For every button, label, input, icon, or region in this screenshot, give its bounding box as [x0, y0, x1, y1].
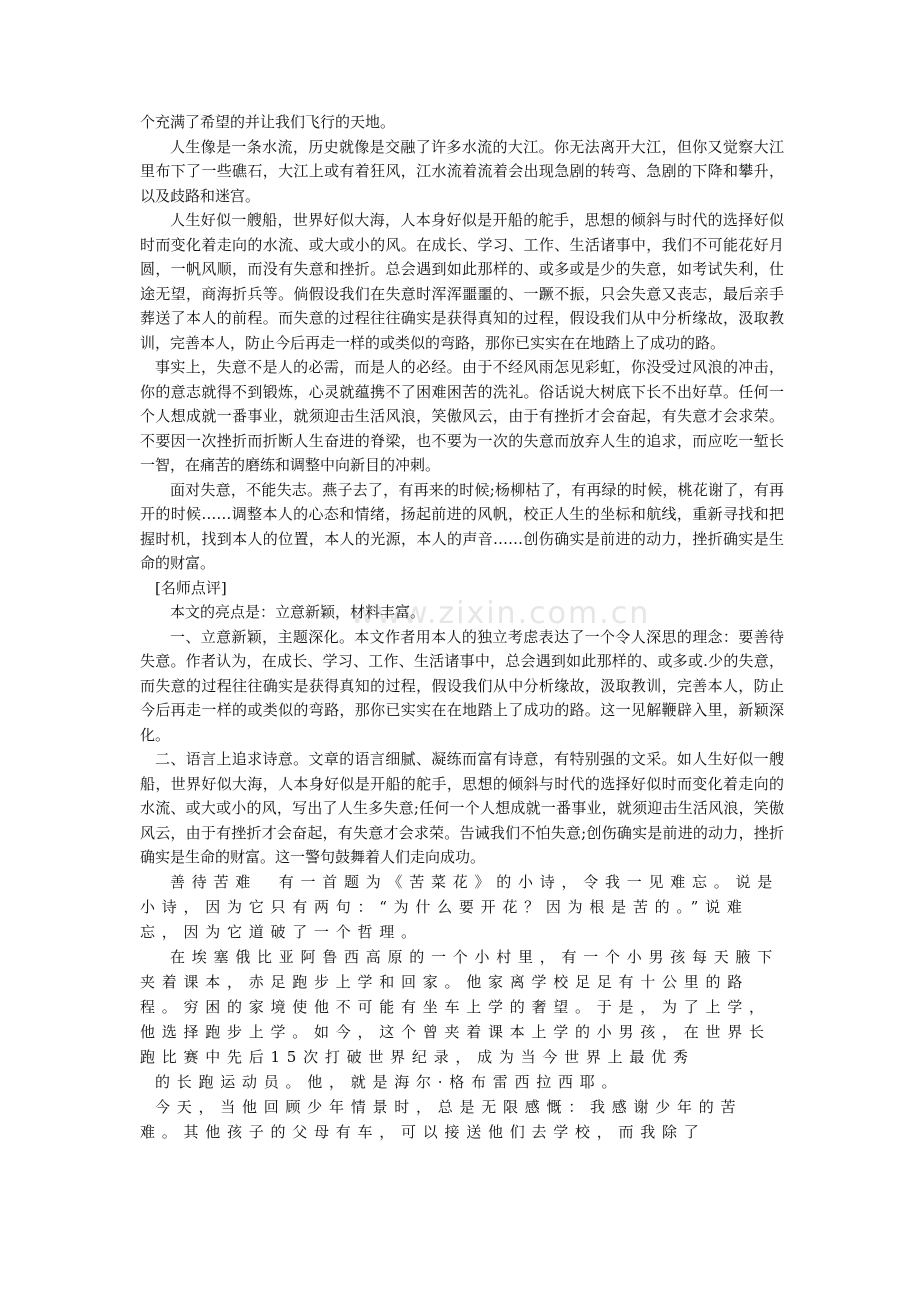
paragraph: 善待苦难 有一首题为《苦菜花》的小诗，令我一见难忘。说是小诗，因为它只有两句：“为什么要开花？因为根是苦的。”说难忘，因为它道破了一个哲理。	[140, 872, 780, 941]
paragraph: 一、立意新颖，主题深化。本文作者用本人的独立考虑表达了一个令人深思的理念：要善待失意。作者认为，在成长、学习、工作、生活诸事中，总会遇到如此那样的、或多或.少的失意，而失意的过程往往确实是获得真知的过程，假设我们从中分析缘故，汲取教训，完善本人，防止今后再走一样的或类似的弯路，那你已实实在在地踏上了成功的路。这一见解鞭辟入里，新颖深化。	[140, 627, 784, 744]
paragraph: 二、语言上追求诗意。文章的语言细腻、凝练而富有诗意，有特别强的文采。如人生好似一艘船，世界好似大海，人本身好似是开船的舵手，思想的倾斜与时代的选择好似时而变化着走向的水流、或大或小的风，写出了人生多失意;任何一个人想成就一番事业，就须迎击生活风浪，笑傲风云，由于有挫折才会奋起，有失意才会求荣。告诫我们不怕失意;创伤确实是前进的动力，挫折确实是生命的财富。这一警句鼓舞着人们走向成功。	[140, 750, 784, 866]
paragraph: 事实上，失意不是人的必需，而是人的必经。由于不经风雨怎见彩虹，你没受过风浪的冲击，你的意志就得不到锻炼，心灵就蕴携不了困难困苦的洗礼。俗话说大树底下长不出好草。任何一个人想成就一番事业，就须迎击生活风浪，笑傲风云，由于有挫折才会奋起，有失意才会求荣。不要因一次挫折而折断人生奋进的脊梁，也不要为一次的失意而放弃人生的追求，而应吃一堑长一智，在痛苦的磨练和调整中向新目的冲刺。	[140, 358, 784, 474]
paragraph: 在埃塞俄比亚阿鲁西高原的一个小村里，有一个小男孩每天腋下夹着课本，赤足跑步上学和回家。他家离学校足足有十公里的路程。穷困的家境使他不可能有坐车上学的奢望。于是，为了上学，他选择跑步上学。如今，这个曾夹着课本上学的小男孩，在世界长跑比赛中先后15次打破世界纪录，成为当今世界上最优秀	[140, 947, 780, 1066]
paragraph: 的长跑运动员。他，就是海尔·格布雷西拉西耶。	[155, 1072, 624, 1091]
document-body	[140, 110, 784, 1145]
section-label: [名师点评]	[155, 578, 227, 597]
paragraph: 人生像是一条水流，历史就像是交融了许多水流的大江。你无法离开大江，但你又觉察大江里布下了一些礁石，大江上或有着狂风，江水流着流着会出现急剧的转弯、急剧的下降和攀升，以及歧路和迷宫。	[140, 137, 784, 205]
paragraph: 面对失意，不能失志。燕子去了，有再来的时候;杨柳枯了，有再绿的时候，桃花谢了，有再开的时候……调整本人的心态和情绪，扬起前进的风帆，校正人生的坐标和航线，重新寻找和把握时机，找到本人的位置，本人的光源，本人的声音……创伤确实是前进的动力，挫折确实是生命的财富。	[140, 480, 784, 572]
paragraph: 人生好似一艘船，世界好似大海，人本身好似是开船的舵手，思想的倾斜与时代的选择好似时而变化着走向的水流、或大或小的风。在成长、学习、工作、生活诸事中，我们不可能花好月圆，一帆风顺，而没有失意和挫折。总会遇到如此那样的、或多或是少的失意，如考试失利，仕途无望，商海折兵等。倘假设我们在失意时浑浑噩噩的、一蹶不振，只会失意又丧志，最后亲手葬送了本人的前程。而失意的过程往往确实是获得真知的过程，假设我们从中分析缘故，汲取教训，完善本人，防止今后再走一样的或类似的弯路，那你已实实在在地踏上了成功的路。	[140, 211, 784, 352]
paragraph: 本文的亮点是：立意新颖，材料丰富。	[170, 603, 426, 621]
paragraph: 今天，当他回顾少年情景时，总是无限感慨：我感谢少年的苦难。其他孩子的父母有车，可以接送他们去学校，而我除了	[140, 1097, 743, 1141]
paragraph-continued: 个充满了希望的并让我们飞行的天地。	[140, 113, 396, 131]
watermark: www.zixin.com.cn	[350, 596, 651, 631]
